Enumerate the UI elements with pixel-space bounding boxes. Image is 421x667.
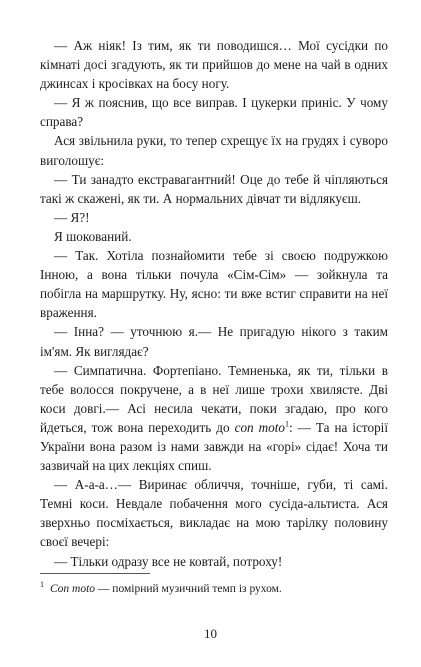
paragraph: Ася звільнила руки, то тепер схрещує їх на грудях і суворо виголошує:	[40, 133, 388, 168]
paragraph: — Тільки одразу все не ковтай, потроху!	[54, 553, 283, 569]
paragraph-text-before: — Симпатична. Фортепіано. Темненька, як ти, тільки в тебе волосся покручене, а в неї лише трохи хвилясте. Дві коси довгі.— Асі несила чекати, поки згадаю, про кого йдеться, тож вона переходить до	[40, 362, 388, 435]
footnote-mark: 1	[40, 580, 44, 590]
paragraph-with-footnote	[40, 361, 388, 476]
footnote-term: Con moto	[50, 583, 96, 595]
paragraph: — Інна? — уточнюю я.— Не пригадую нікого з таким ім'ям. Як виглядає?	[40, 324, 388, 359]
paragraph: — А-а-а…— Виринає обличчя, точніше, губи, ті самі. Темні коси. Невдале побачення мого сусіда-альтиста. Ася зверхньо посміхається, викладає на мою тарілку половину своєї вечері:	[40, 477, 388, 550]
paragraph: — Ти занадто екстравагантний! Оце до тебе й чіпляються такі ж скажені, як ти. А нормальних дівчат ти відлякуєш.	[40, 171, 388, 206]
paragraph: — Я ж пояснив, що все виправ. І цукерки приніс. У чому справа?	[40, 95, 388, 130]
body-text	[40, 36, 388, 571]
paragraph: Я шокований.	[54, 228, 132, 244]
footnote	[40, 582, 388, 597]
paragraph-text-after: : — Та на історії України вона разом із нами завжди на «горі» сідає! Хоча ти зазвичай на цих лекціях спиш.	[40, 419, 388, 474]
footnote-definition: — помірний музичний темп із рухом.	[95, 583, 282, 595]
page-number: 10	[204, 626, 217, 641]
footnote-divider	[40, 573, 150, 574]
italic-term: con moto	[234, 419, 286, 435]
paragraph: — Так. Хотіла познайомити тебе зі своєю подружкою Інною, а вона тільки почула «Сім-Сім» — зойкнула та побігла на маршрутку. Ну, ясно: ти вже встиг справити на неї враження.	[40, 248, 388, 321]
paragraph: — Аж ніяк! Із тим, як ти поводишся… Мої сусідки по кімнаті досі згадують, як ти прийшов до мене на чай в одних джинсах і кросівках на босу ногу.	[40, 38, 388, 92]
footnote-reference[interactable]: 1	[285, 419, 290, 429]
paragraph: — Я?!	[54, 209, 90, 225]
